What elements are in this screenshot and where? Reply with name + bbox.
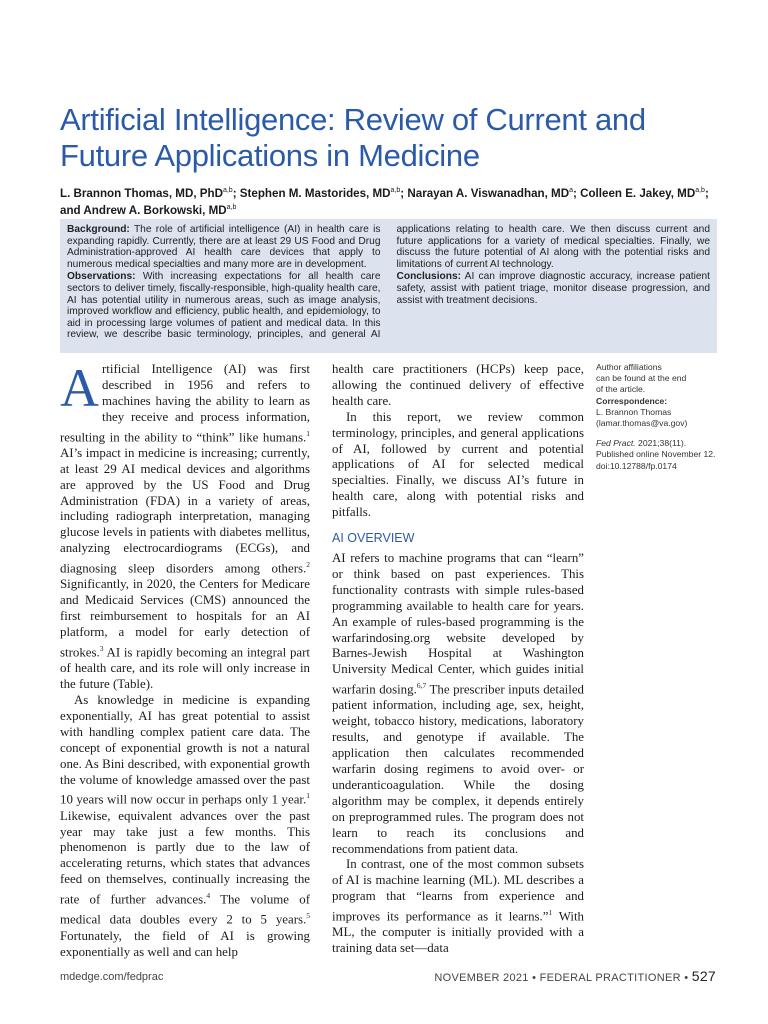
body-paragraph: In this report, we review common terminology, principles, and general applications of AI, followed by current and potential applications of AI for selected medical specialties. Finally, we discuss AI’s future in health care, along with potential risks and pitfalls. <box>332 409 584 520</box>
footer-website[interactable]: mdedge.com/fedprac <box>60 971 164 983</box>
article-title: Artificial Intelligence: Review of Current and Future Applications in Medicine <box>60 102 646 173</box>
author-name: Colleen E. Jakey, MD <box>580 186 696 200</box>
author-affiliation: a,b <box>695 187 705 194</box>
affiliations-note: of the article. <box>596 384 646 395</box>
body-paragraph: In contrast, one of the most common subsets of AI is machine learning (ML). ML describes a program that “learns from experience and improves its performance as it learns.”$^1$ With ML, the computer is initially provided with a training data set—data <box>332 857 584 956</box>
abstract-observations: Observations: With increasing expectations for all health care sectors to deliver timely, fiscally-responsible, high-quality health care, AI has potential utility in numerous areas, such as image analysis, improved workflow and efficiency, public health, and epidemiology, to aid in processing large volumes of patient and medical data. In this review, we describe basic terminology, principles, and general AI applications relating to health care. We then discuss current and future applications for a variety of medical specialties. Finally, we discuss the future potential of AI along with the potential risks and limitations of current AI technology. <box>67 224 710 341</box>
doi[interactable]: doi:10.12788/fp.0174 <box>596 460 677 471</box>
abstract-box <box>60 219 717 353</box>
publication-date: Published online November 12. <box>596 449 716 460</box>
page-number: 527 <box>691 968 716 984</box>
author-affiliation: a,b <box>226 203 237 211</box>
footer-journal-info: NOVEMBER 2021 • FEDERAL PRACTITIONER • 527 <box>434 968 716 984</box>
section-heading: AI OVERVIEW <box>332 531 415 546</box>
abstract-conclusions: Conclusions: AI can improve diagnostic accuracy, increase patient safety, assist with patient triage, monitor disease progression, and assist with treatment decisions. <box>396 271 710 306</box>
article-sidebar <box>596 362 716 472</box>
author-name: Stephen M. Mastorides, MD <box>239 186 391 200</box>
author-name: L. Brannon Thomas, MD, PhD <box>60 186 223 200</box>
correspondence-label: Correspondence: <box>596 395 668 406</box>
body-column-left <box>60 358 310 960</box>
affiliations-note: Author affiliations <box>596 362 662 372</box>
author-affiliation: a,b <box>222 187 233 194</box>
body-paragraph: AI refers to machine programs that can “learn” or think based on past experiences. This functionality contrasts with simple rules-based programming available to health care for years. An example of rules-based programming is the warfarindosing.org website developed by Barnes-Jewish Hospital at Washington University Medical Center, which guides initial warfarin dosing.$^{6,7}$ The prescriber inputs detailed patient information, including age, sex, height, weight, tobacco history, medications, laboratory results, and genotype if available. The application then calculates recommended warfarin dosing regimens to avoid over- or underanticoagulation. While the dosing algorithm may be complex, it depends entirely on preprogrammed rules. The program does not learn to reach its conclusions and recommendations from patient data. <box>332 550 585 856</box>
author-affiliation: a,b <box>390 187 401 194</box>
body-paragraph: As knowledge in medicine is expanding exponentially, AI has great potential to assist with handling complex patient care data. The concept of exponential growth is not a natural one. As Bini described, with exponential growth the volume of knowledge amassed over the past 10 years will now occur in perhaps only 1 year.$^1$ Likewise, equivalent advances over the past year may take just a few months. This phenomenon is partly due to the law of accelerating returns, which states that advances feed on themselves, continually increasing the rate of further advances.$^4$ The volume of medical data doubles every 2 to 5 years.$^5$ Fortunately, the field of AI is growing exponentially as well and can help <box>60 693 310 959</box>
abstract-background: Background: The role of artificial intelligence (AI) in health care is expanding rapidly. Currently, there are at least 29 US Food and Drug Administration-approved AI health care devices that apply to numerous medical specialties and many more are in development. <box>67 224 381 270</box>
body-paragraph: Artificial Intelligence (AI) was first described in 1956 and refers to machines having the ability to learn as they receive and process information, resulting in the ability to “think” like humans.$^1$ AI’s impact in medicine is increasing; currently, at least 29 AI medical devices and algorithms are approved by the US Food and Drug Administration (FDA) in a variety of areas, including radiograph interpretation, managing glucose levels in patients with diabetes mellitus, analyzing electrocardiograms (ECGs), and diagnosing sleep disorders among others.$^2$ Significantly, in 2020, the Centers for Medicare and Medicaid Services (CMS) announced the first reimbursement to hospitals for an AI platform, a model for early detection of strokes.$^3$ AI is rapidly becoming an integral part of health care, and its role will only increase in the future (Table). <box>60 358 310 692</box>
body-column-right <box>332 362 584 957</box>
drop-cap: A <box>60 358 99 418</box>
correspondence-email[interactable]: (lamar.thomas@va.gov) <box>596 418 688 429</box>
author-affiliation: a <box>569 187 573 194</box>
citation: Fed Pract. 2021;38(11). <box>596 438 687 449</box>
correspondence-name: L. Brannon Thomas <box>596 406 672 417</box>
author-list: L. Brannon Thomas, MD, PhD$^{a,b}$; Stephen M. Mastorides, MD$^{a,b}$; Narayan A. Viswanadhan, $MD^a$; Colleen E. Jakey, MD$^{a,b}$; and Andrew A. Borkowski, MD$^{a,b}$ <box>60 186 709 217</box>
abstract-column <box>67 224 710 349</box>
author-name: Narayan A. Viswanadhan, MD <box>407 186 570 200</box>
affiliations-note: can be found at the end <box>596 373 687 384</box>
body-paragraph: health care practitioners (HCPs) keep pace, allowing the continued delivery of effective health care. <box>332 362 584 408</box>
author-name: Andrew A. Borkowski, MD <box>83 203 227 217</box>
